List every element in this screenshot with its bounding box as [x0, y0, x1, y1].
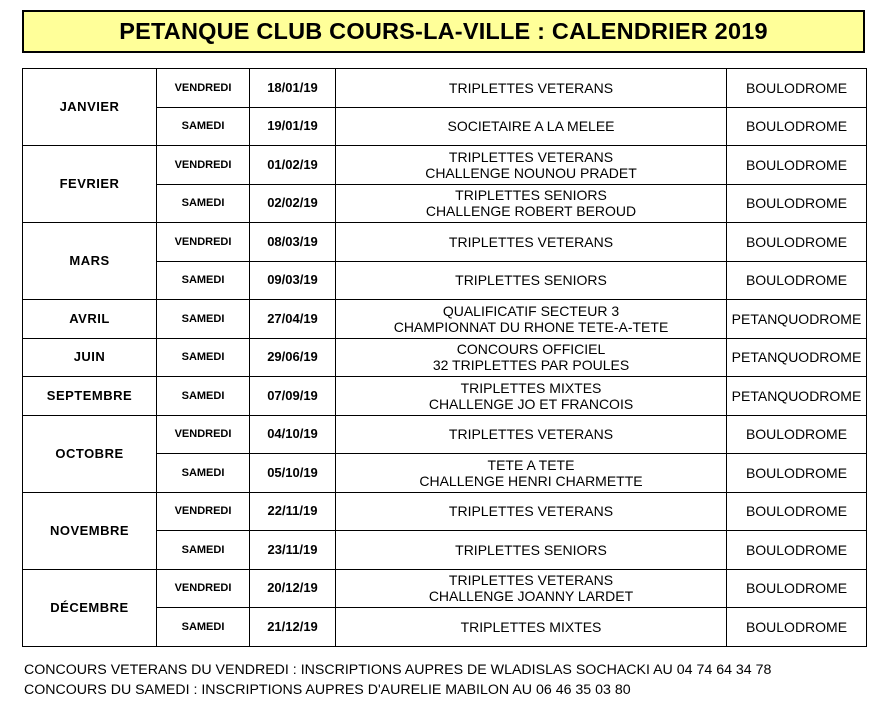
place-cell: BOULODROME — [727, 146, 867, 185]
day-cell: SAMEDI — [157, 261, 250, 300]
day-cell: VENDREDI — [157, 492, 250, 531]
place-cell: BOULODROME — [727, 608, 867, 647]
place-cell: BOULODROME — [727, 569, 867, 608]
calendar-table — [22, 68, 867, 647]
month-cell: DÉCEMBRE — [23, 569, 157, 646]
month-cell: FEVRIER — [23, 146, 157, 223]
day-cell: SAMEDI — [157, 184, 250, 223]
date-cell: 04/10/19 — [250, 415, 336, 454]
footer-line-samedi: CONCOURS DU SAMEDI : INSCRIPTIONS AUPRES D'AURELIE MABILON AU 06 46 35 03 80 — [24, 682, 631, 698]
event-line: CHALLENGE JO ET FRANCOIS — [428, 395, 634, 412]
day-cell: VENDREDI — [157, 415, 250, 454]
date-cell: 05/10/19 — [250, 454, 336, 493]
date-cell: 27/04/19 — [250, 300, 336, 339]
event-cell — [336, 107, 727, 146]
month-cell: SEPTEMBRE — [23, 377, 157, 416]
date-cell: 19/01/19 — [250, 107, 336, 146]
event-line: TRIPLETTES VETERANS — [448, 79, 614, 96]
date-cell: 02/02/19 — [250, 184, 336, 223]
table-row — [23, 300, 867, 339]
place-cell: BOULODROME — [727, 492, 867, 531]
event-line: SOCIETAIRE A LA MELEE — [447, 118, 615, 135]
date-cell: 09/03/19 — [250, 261, 336, 300]
date-cell: 07/09/19 — [250, 377, 336, 416]
event-cell — [336, 531, 727, 570]
month-cell: JANVIER — [23, 69, 157, 146]
event-line: CONCOURS OFFICIEL — [456, 341, 606, 358]
event-line: TRIPLETTES SENIORS — [455, 541, 607, 558]
event-cell — [336, 261, 727, 300]
event-cell — [336, 415, 727, 454]
day-cell: SAMEDI — [157, 531, 250, 570]
event-line: TRIPLETTES VETERANS — [448, 233, 614, 250]
event-cell — [336, 492, 727, 531]
place-cell: PETANQUODROME — [727, 300, 867, 339]
day-cell: VENDREDI — [157, 69, 250, 108]
table-row — [23, 492, 867, 531]
place-cell: BOULODROME — [727, 223, 867, 262]
day-cell: VENDREDI — [157, 569, 250, 608]
table-row — [23, 223, 867, 262]
event-line: TRIPLETTES SENIORS — [455, 187, 607, 204]
date-cell: 29/06/19 — [250, 338, 336, 377]
place-cell: PETANQUODROME — [727, 377, 867, 416]
day-cell: SAMEDI — [157, 300, 250, 339]
date-cell: 22/11/19 — [250, 492, 336, 531]
event-cell — [336, 223, 727, 262]
place-cell: PETANQUODROME — [727, 338, 867, 377]
event-cell — [336, 569, 727, 608]
page-title: PETANQUE CLUB COURS-LA-VILLE : CALENDRIER 2019 — [22, 10, 865, 53]
event-line: TRIPLETTES VETERANS — [448, 426, 614, 443]
date-cell: 21/12/19 — [250, 608, 336, 647]
date-cell: 08/03/19 — [250, 223, 336, 262]
table-row — [23, 415, 867, 454]
day-cell: SAMEDI — [157, 454, 250, 493]
event-line: CHALLENGE JOANNY LARDET — [428, 588, 634, 605]
table-row — [23, 146, 867, 185]
month-cell: OCTOBRE — [23, 415, 157, 492]
month-cell: NOVEMBRE — [23, 492, 157, 569]
event-line: CHAMPIONNAT DU RHONE TETE-A-TETE — [393, 318, 669, 335]
place-cell: BOULODROME — [727, 184, 867, 223]
event-cell — [336, 184, 727, 223]
event-line: TRIPLETTES VETERANS — [448, 572, 614, 589]
event-line: TRIPLETTES SENIORS — [455, 272, 607, 289]
table-row — [23, 569, 867, 608]
footer-notes — [24, 660, 771, 700]
date-cell: 18/01/19 — [250, 69, 336, 108]
place-cell: BOULODROME — [727, 531, 867, 570]
event-line: CHALLENGE ROBERT BEROUD — [425, 203, 637, 220]
day-cell: VENDREDI — [157, 146, 250, 185]
month-cell: JUIN — [23, 338, 157, 377]
day-cell: VENDREDI — [157, 223, 250, 262]
date-cell: 01/02/19 — [250, 146, 336, 185]
event-line: CHALLENGE NOUNOU PRADET — [425, 164, 637, 181]
event-cell — [336, 300, 727, 339]
place-cell: BOULODROME — [727, 454, 867, 493]
event-cell — [336, 69, 727, 108]
event-line: 32 TRIPLETTES PAR POULES — [432, 357, 630, 374]
event-cell — [336, 338, 727, 377]
table-row — [23, 338, 867, 377]
event-cell — [336, 454, 727, 493]
table-row — [23, 377, 867, 416]
place-cell: BOULODROME — [727, 261, 867, 300]
day-cell: SAMEDI — [157, 107, 250, 146]
calendar-body — [23, 69, 867, 647]
event-line: TETE A TETE — [487, 456, 575, 473]
event-line: TRIPLETTES VETERANS — [448, 503, 614, 520]
month-cell: MARS — [23, 223, 157, 300]
day-cell: SAMEDI — [157, 377, 250, 416]
place-cell: BOULODROME — [727, 69, 867, 108]
date-cell: 23/11/19 — [250, 531, 336, 570]
event-cell — [336, 146, 727, 185]
event-line: CHALLENGE HENRI CHARMETTE — [419, 472, 643, 489]
month-cell: AVRIL — [23, 300, 157, 339]
event-line: TRIPLETTES VETERANS — [448, 148, 614, 165]
event-cell — [336, 377, 727, 416]
event-line: TRIPLETTES MIXTES — [460, 618, 602, 635]
event-cell — [336, 608, 727, 647]
day-cell: SAMEDI — [157, 608, 250, 647]
day-cell: SAMEDI — [157, 338, 250, 377]
table-row — [23, 69, 867, 108]
date-cell: 20/12/19 — [250, 569, 336, 608]
place-cell: BOULODROME — [727, 107, 867, 146]
event-line: QUALIFICATIF SECTEUR 3 — [442, 302, 620, 319]
place-cell: BOULODROME — [727, 415, 867, 454]
event-line: TRIPLETTES MIXTES — [460, 379, 602, 396]
footer-line-veterans: CONCOURS VETERANS DU VENDREDI : INSCRIPTIONS AUPRES DE WLADISLAS SOCHACKI AU 04 74 64 34 78 — [24, 662, 772, 678]
